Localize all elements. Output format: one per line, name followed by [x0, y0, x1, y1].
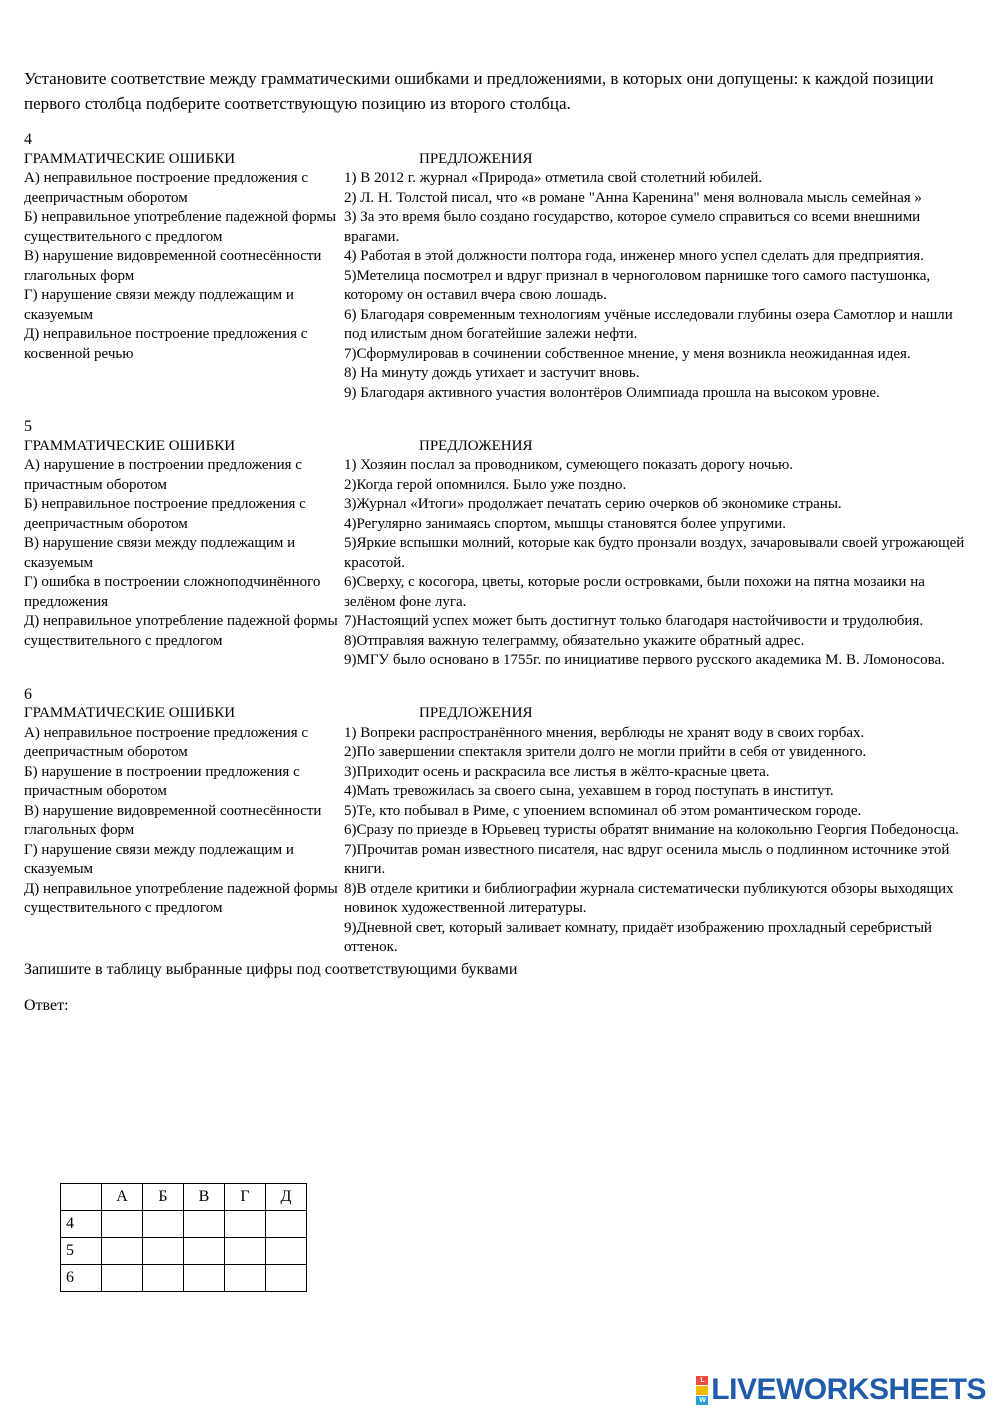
task-number: 4 — [24, 131, 32, 148]
sentence-item: 7)Настоящий успех может быть достигнут только благодаря настойчивости и трудолюбия. — [344, 613, 924, 629]
error-item: В) нарушение видовременной соотнесённости глагольных форм — [24, 802, 322, 838]
error-item: Б) неправильное употребление падежной формы существительного с предлогом — [24, 209, 337, 245]
error-item: Г) нарушение связи между подлежащим и сказуемым — [24, 841, 294, 877]
answer-row-5 — [61, 1238, 307, 1265]
error-item: В) нарушение связи между подлежащим и сказуемым — [24, 535, 296, 571]
sentence-item: 6)Сразу по приезде в Юрьевец туристы обратят внимание на колокольню Георгия Победоносца. — [344, 822, 959, 838]
error-item: Г) нарушение связи между подлежащим и сказуемым — [24, 287, 294, 323]
answer-table — [60, 1183, 307, 1292]
answer-cell[interactable] — [266, 1238, 307, 1265]
task-number: 5 — [24, 418, 32, 435]
sentence-item: 1) Вопреки распространённого мнения, верблюды не хранят воду в своих горбах. — [344, 724, 865, 741]
sentence-item: 8) На минуту дождь утихает и застучит вновь. — [344, 365, 640, 381]
answer-header-row — [61, 1184, 307, 1211]
sentence-item: 9)МГУ было основано в 1755г. по инициативе первого русского академика М. В. Ломоносова. — [344, 652, 945, 668]
answer-header-d: Д — [266, 1184, 307, 1211]
sentence-item: 5)Метелица посмотрел и вдруг признал в черноголовом парнишке того самого пастушонка, которому он оставил вчера свою лошадь. — [344, 267, 931, 303]
sentences-column — [344, 704, 969, 958]
tasks-container — [24, 130, 974, 958]
sentence-item: 8)Отправляя важную телеграмму, обязательно укажите обратный адрес. — [344, 632, 805, 649]
answer-cell[interactable] — [143, 1211, 184, 1238]
sentence-item: 9) Благодаря активного участия волонтёров Олимпиада прошла на высоком уровне. — [344, 384, 880, 401]
sentences-column-header: ПРЕДЛОЖЕНИЯ — [419, 705, 533, 721]
sentences-column — [344, 437, 969, 671]
error-item: Д) неправильное употребление падежной формы существительного с предлогом — [24, 880, 338, 916]
logo-mark-top: L — [696, 1376, 708, 1385]
sentences-column-header: ПРЕДЛОЖЕНИЯ — [419, 150, 533, 167]
sentence-item: 3)Приходит осень и раскрасила все листья в жёлто-красные цвета. — [344, 763, 770, 780]
task-block-4 — [24, 130, 974, 403]
answer-row-4 — [61, 1211, 307, 1238]
sentence-item: 5)Те, кто побывал в Риме, с упоением вспоминал об этом романтическом городе. — [344, 802, 862, 819]
answer-row-6 — [61, 1265, 307, 1292]
sentence-item: 3)Журнал «Итоги» продолжает печатать серию очерков об экономике страны. — [344, 496, 842, 512]
sentence-item: 2) Л. Н. Толстой писал, что «в романе "Анна Каренина" меня волновала мысль семейная » — [344, 189, 922, 206]
error-item: Б) нарушение в построении предложения с причастным оборотом — [24, 763, 300, 799]
task-columns — [24, 150, 974, 404]
task-number: 6 — [24, 685, 32, 703]
errors-column — [24, 704, 344, 958]
answer-corner-cell — [61, 1184, 102, 1211]
answer-row-label: 4 — [61, 1211, 102, 1238]
answer-cell[interactable] — [225, 1265, 266, 1292]
intro-text: Установите соответствие между грамматическими ошибками и предложениями, в которых они допущены: к каждой позиции первого столбца подберите соответствующую позицию из второго столбца. — [24, 69, 934, 113]
worksheet — [24, 66, 974, 1015]
logo-mark-icon — [696, 1376, 708, 1405]
errors-column-header: ГРАММАТИЧЕСКИЕ ОШИБКИ — [24, 705, 236, 721]
sentence-item: 6)Сверху, с косогора, цветы, которые росли островками, были похожи на пятна мозаики на зелёном фоне луга. — [344, 574, 925, 610]
error-item: А) неправильное построение предложения с деепричастным оборотом — [24, 724, 309, 760]
answer-cell[interactable] — [102, 1265, 143, 1292]
sentence-item: 3) За это время было создано государство, которое сумело справиться со всеми внешними врагами. — [344, 209, 921, 245]
error-item: А) нарушение в построении предложения с причастным оборотом — [24, 457, 302, 493]
instruction-text: Запишите в таблицу выбранные цифры под соответствующими буквами — [24, 960, 518, 978]
answer-cell[interactable] — [184, 1211, 225, 1238]
sentence-item: 4)Регулярно занимаясь спортом, мышцы становятся более упругими. — [344, 515, 786, 532]
answer-label: Ответ: — [24, 996, 69, 1014]
answer-header-a: А — [102, 1184, 143, 1211]
answer-header-g: Г — [225, 1184, 266, 1211]
answer-row-label: 5 — [61, 1238, 102, 1265]
answer-header-v: В — [184, 1184, 225, 1211]
error-item: Б) неправильное построение предложения с деепричастным оборотом — [24, 496, 306, 532]
sentence-item: 7)Прочитав роман известного писателя, нас вдруг осенила мысль о подлинном источнике этой книги. — [344, 841, 950, 877]
logo-text: LIVEWORKSHEETS — [711, 1373, 986, 1406]
answer-cell[interactable] — [102, 1238, 143, 1265]
error-item: Д) неправильное построение предложения с косвенной речью — [24, 326, 308, 362]
sentence-item: 4) Работая в этой должности полтора года, инженер много успел сделать для предприятия. — [344, 248, 924, 264]
sentence-item: 1) В 2012 г. журнал «Природа» отметила свой столетний юбилей. — [344, 170, 763, 186]
answer-header-b: Б — [143, 1184, 184, 1211]
task-columns — [24, 437, 974, 671]
answer-cell[interactable] — [143, 1265, 184, 1292]
answer-cell[interactable] — [143, 1238, 184, 1265]
sentence-item: 2)По завершении спектакля зрители долго не могли прийти в себя от увиденного. — [344, 744, 867, 760]
sentences-column — [344, 150, 969, 404]
answer-cell[interactable] — [184, 1265, 225, 1292]
answer-cell[interactable] — [225, 1211, 266, 1238]
sentence-item: 2)Когда герой опомнился. Было уже поздно. — [344, 476, 627, 493]
sentence-item: 8)В отделе критики и библиографии журнала систематически публикуются обзоры выходящих новинок художественной литературы. — [344, 880, 954, 916]
logo-mark-mid — [696, 1386, 708, 1395]
sentences-column-header: ПРЕДЛОЖЕНИЯ — [419, 437, 533, 454]
sentence-item: 5)Яркие вспышки молний, которые как будто пронзали воздух, зачаровывали своей угрожающей красотой. — [344, 535, 965, 571]
error-item: Д) неправильное употребление падежной формы существительного с предлогом — [24, 613, 338, 649]
error-item: В) нарушение видовременной соотнесённости глагольных форм — [24, 248, 322, 284]
task-columns — [24, 704, 974, 958]
answer-cell[interactable] — [225, 1238, 266, 1265]
sentence-item: 9)Дневной свет, который заливает комнату, придаёт изображению прохладный серебристый оттенок. — [344, 919, 932, 955]
errors-column — [24, 437, 344, 671]
error-item: А) неправильное построение предложения с деепричастным оборотом — [24, 170, 309, 206]
sentence-item: 7)Сформулировав в сочинении собственное мнение, у меня возникла неожиданная идея. — [344, 345, 911, 362]
errors-column-header: ГРАММАТИЧЕСКИЕ ОШИБКИ — [24, 150, 236, 167]
errors-column-header: ГРАММАТИЧЕСКИЕ ОШИБКИ — [24, 437, 236, 454]
logo-mark-bottom: W — [696, 1396, 708, 1405]
liveworksheets-logo[interactable] — [696, 1373, 986, 1407]
answer-row-label: 6 — [61, 1265, 102, 1292]
sentence-item: 6) Благодаря современным технологиям учёные исследовали глубины озера Самотлор и нашли под илистым дном богатейшие залежи нефти. — [344, 306, 953, 342]
task-block-5 — [24, 417, 974, 671]
error-item: Г) ошибка в построении сложноподчинённого предложения — [24, 574, 321, 610]
task-block-6 — [24, 685, 974, 958]
answer-cell[interactable] — [184, 1238, 225, 1265]
answer-cell[interactable] — [102, 1211, 143, 1238]
answer-cell[interactable] — [266, 1265, 307, 1292]
sentence-item: 1) Хозяин послал за проводником, сумеющего показать дорогу ночью. — [344, 457, 794, 473]
answer-cell[interactable] — [266, 1211, 307, 1238]
sentence-item: 4)Мать тревожилась за своего сына, уехавшем в город поступать в институт. — [344, 783, 834, 799]
errors-column — [24, 150, 344, 404]
